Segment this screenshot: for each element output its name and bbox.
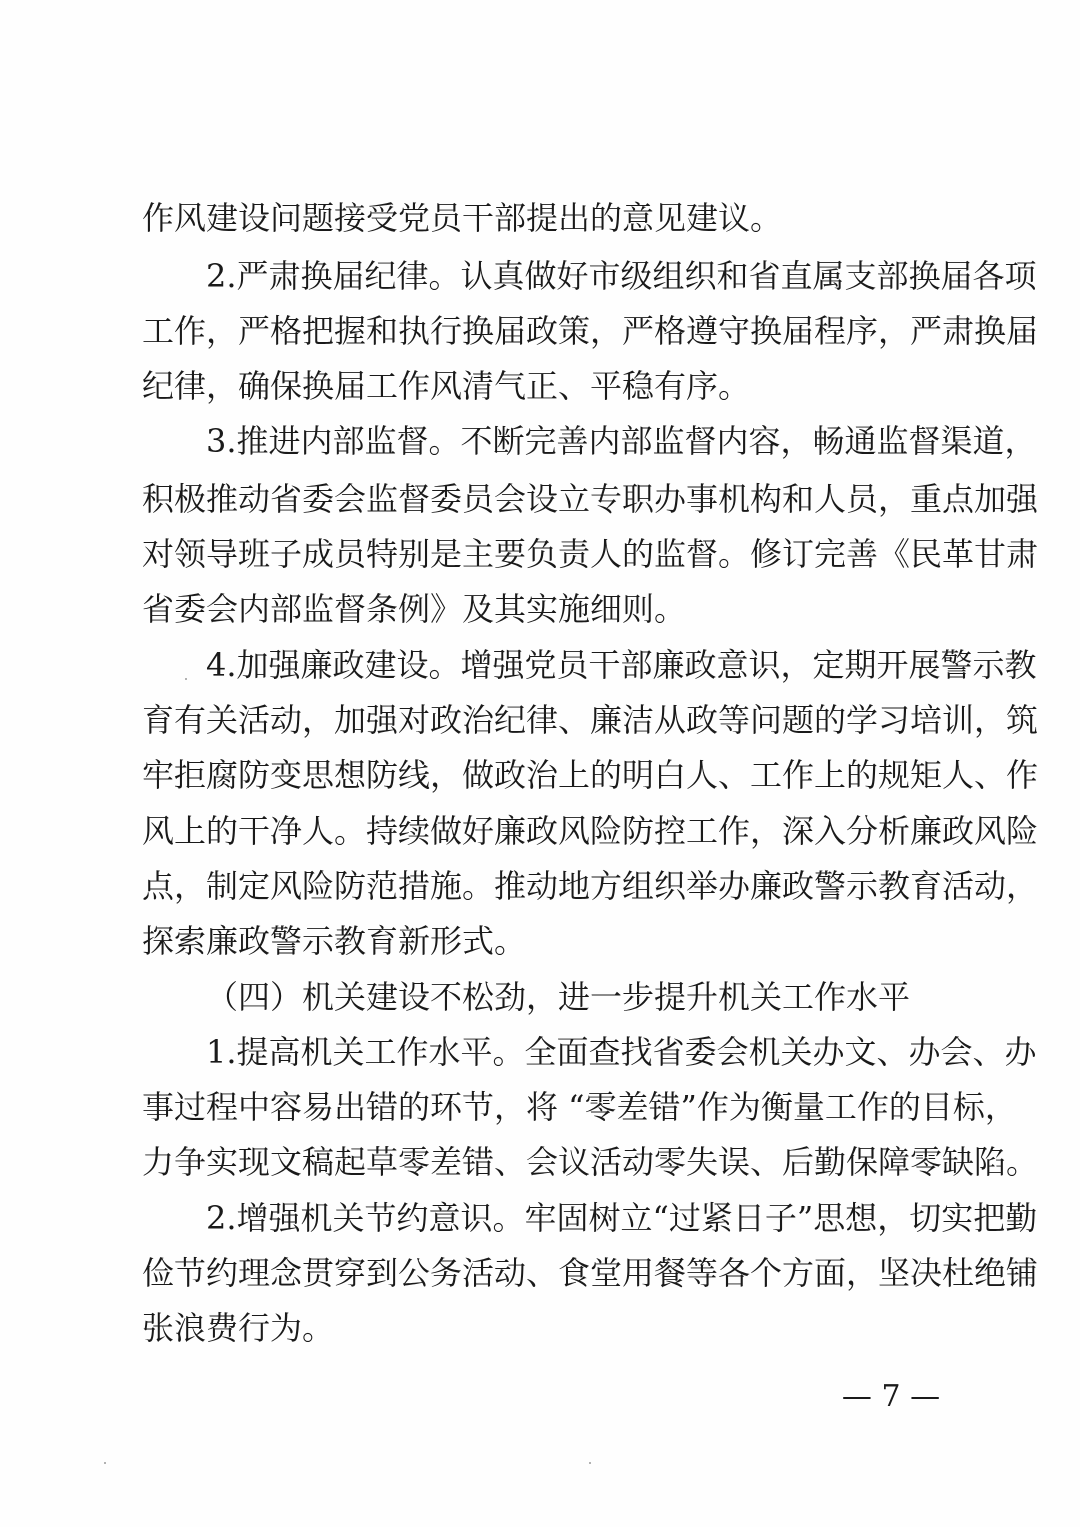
- text-line: 工作，严格把握和执行换届政策，严格遵守换届程序，严肃换届: [142, 312, 1039, 350]
- text-line: 张浪费行为。: [142, 1309, 335, 1347]
- text-line: 纪律，确保换届工作风清气正、平稳有序。: [142, 367, 751, 405]
- text-line: 2.严肃换届纪律。认真做好市级组织和省直属支部换届各项: [206, 257, 1037, 295]
- text-line: 俭节约理念贯穿到公务活动、食堂用餐等各个方面，坚决杜绝铺: [142, 1254, 1039, 1292]
- text-line: 积极推动省委会监督委员会设立专职办事机构和人员，重点加强: [142, 480, 1039, 518]
- text-line: 对领导班子成员特别是主要负责人的监督。修订完善《民革甘肃: [142, 535, 1039, 573]
- text-line: 3.推进内部监督。不断完善内部监督内容，畅通监督渠道，: [206, 422, 1037, 460]
- text-line: 牢拒腐防变思想防线，做政治上的明白人、工作上的规矩人、作: [142, 756, 1039, 794]
- text-line: 省委会内部监督条例》及其实施细则。: [142, 590, 687, 628]
- text-line: 育有关活动，加强对政治纪律、廉洁从政等问题的学习培训，筑: [142, 701, 1039, 739]
- text-line: 2.增强机关节约意识。牢固树立“过紧日子”思想，切实把勤: [206, 1199, 1038, 1237]
- text-line: 4.加强廉政建设。增强党员干部廉政意识，定期开展警示教: [206, 646, 1037, 684]
- text-line: 作风建设问题接受党员干部提出的意见建议。: [142, 199, 783, 237]
- scan-speck: [589, 1462, 591, 1464]
- text-line: 力争实现文稿起草零差错、会议活动零失误、后勤保障零缺陷。: [142, 1143, 1039, 1181]
- text-line: 风上的干净人。持续做好廉政风险防控工作，深入分析廉政风险: [142, 812, 1039, 850]
- page-number: — 7 —: [841, 1379, 941, 1414]
- section-heading: （四）机关建设不松劲，进一步提升机关工作水平: [206, 978, 911, 1016]
- scan-speck: [104, 1462, 106, 1464]
- text-line: 事过程中容易出错的环节，将 “零差错”作为衡量工作的目标，: [142, 1088, 1017, 1126]
- text-line: 点，制定风险防范措施。推动地方组织举办廉政警示教育活动，: [142, 867, 1039, 905]
- scan-speck: [185, 678, 187, 680]
- text-line: 探索廉政警示教育新形式。: [142, 922, 527, 960]
- text-line: 1.提高机关工作水平。全面查找省委会机关办文、办会、办: [206, 1033, 1037, 1071]
